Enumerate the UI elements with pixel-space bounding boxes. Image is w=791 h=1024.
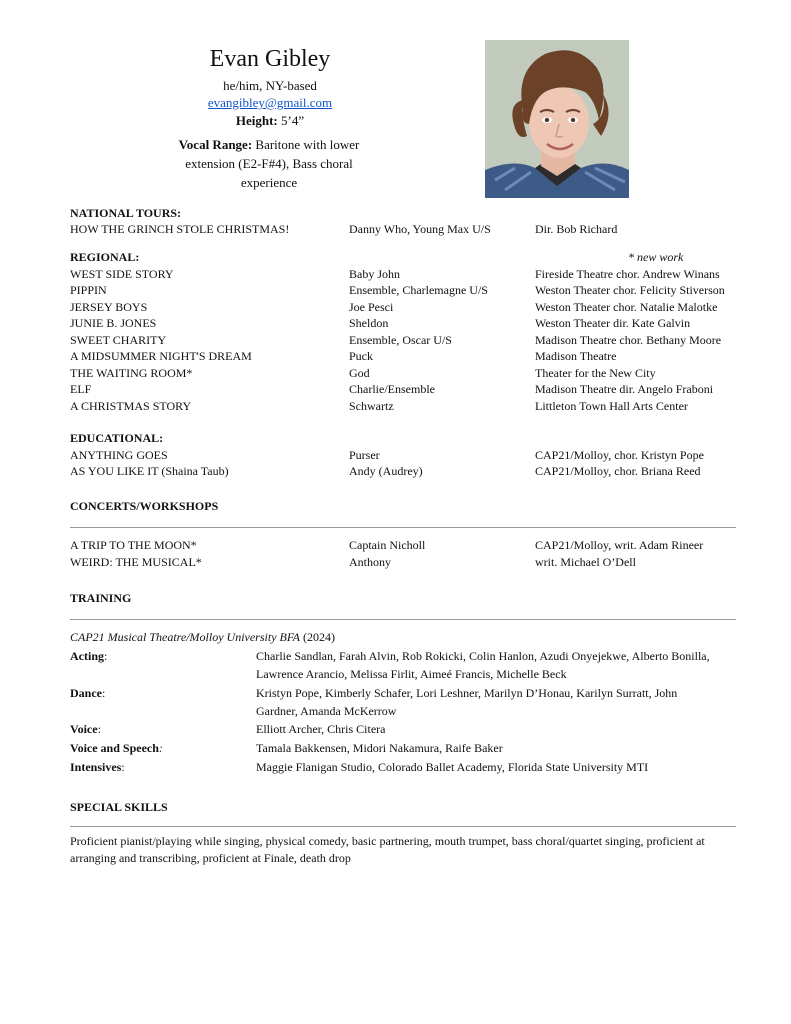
- email-link[interactable]: evangibley@gmail.com: [207, 95, 333, 110]
- credit-role: Andy (Audrey): [349, 464, 423, 478]
- credit-show: SWEET CHARITY: [70, 333, 167, 347]
- height-line: [120, 112, 420, 129]
- credit-row: [70, 332, 750, 348]
- credit-show: PIPPIN: [70, 283, 107, 297]
- training-teachers-acting: Charlie Sandlan, Farah Alvin, Rob Rokicki, Colin Hanlon, Azudi Onyejekwe, Alberto Bonilla, Lawrence Arancio, Melissa Firlit, Aimeé Francis, Michelle Beck: [256, 649, 710, 681]
- credit-role: Puck: [349, 349, 373, 363]
- credit-role: Sheldon: [349, 316, 389, 330]
- special-skills-text: Proficient pianist/playing while singing, physical comedy, basic partnering, mouth trumpet, bass choral/quartet singing, proficient at arranging and transcribing, proficient at Finale, death drop: [70, 834, 705, 865]
- credit-role: Charlie/Ensemble: [349, 382, 435, 396]
- credit-row: [70, 537, 750, 553]
- credit-venue: Weston Theater chor. Felicity Stiverson: [535, 283, 725, 297]
- credit-row: [70, 282, 750, 298]
- training-label-dance: Dance:: [70, 686, 106, 700]
- credit-row: [70, 315, 750, 331]
- vocal-range: [158, 135, 380, 192]
- credit-show: A CHRISTMAS STORY: [70, 399, 192, 413]
- training-label-voice-speech: Voice and Speech:: [70, 741, 163, 755]
- headshot-illustration: [485, 40, 629, 198]
- training-teachers-voice: Elliott Archer, Chris Citera: [256, 722, 386, 736]
- credit-venue: Fireside Theatre chor. Andrew Winans: [535, 267, 720, 281]
- credit-role: God: [349, 366, 370, 380]
- credit-show: A TRIP TO THE MOON*: [70, 538, 197, 552]
- training-label-intensives: Intensives:: [70, 760, 125, 774]
- height-value: 5’4”: [281, 113, 305, 128]
- section-training: TRAINING: [70, 591, 132, 605]
- credit-show: ELF: [70, 382, 92, 396]
- credit-show: AS YOU LIKE IT (Shaina Taub): [70, 464, 229, 478]
- training-teachers-dance: Kristyn Pope, Kimberly Schafer, Lori Leshner, Marilyn D’Honau, Karilyn Surratt, John Gardner, Amanda McKerrow: [256, 686, 678, 718]
- credit-row: [70, 299, 750, 315]
- section-divider: [70, 826, 736, 827]
- section-special-skills: SPECIAL SKILLS: [70, 800, 168, 814]
- pronouns-location: he/him, NY-based: [223, 78, 317, 93]
- credit-role: Ensemble, Charlemagne U/S: [349, 283, 488, 297]
- credit-show: ANYTHING GOES: [70, 448, 168, 462]
- credit-show: THE WAITING ROOM*: [70, 366, 193, 380]
- credit-row: [70, 447, 750, 463]
- credit-row: [70, 266, 750, 282]
- new-work-note: * new work: [628, 250, 684, 264]
- credit-venue: CAP21/Molloy, writ. Adam Rineer: [535, 538, 704, 552]
- credit-show: JUNIE B. JONES: [70, 316, 157, 330]
- headshot-photo: [485, 40, 629, 198]
- credit-role: Anthony: [349, 555, 391, 569]
- credit-role: Joe Pesci: [349, 300, 394, 314]
- training-school: [70, 629, 335, 645]
- email-line: [120, 94, 420, 111]
- vocal-range-label: Vocal Range:: [178, 137, 253, 152]
- training-teachers-voice-speech: Tamala Bakkensen, Midori Nakamura, Raife Baker: [256, 741, 503, 755]
- vocal-range-value: Baritone with lower extension (E2-F#4), Bass choral experience: [185, 137, 360, 190]
- credit-venue: Madison Theatre dir. Angelo Fraboni: [535, 382, 714, 396]
- credit-venue: Weston Theater dir. Kate Galvin: [535, 316, 691, 330]
- credit-show: HOW THE GRINCH STOLE CHRISTMAS!: [70, 222, 290, 236]
- credit-row: [70, 221, 750, 237]
- credit-role: Schwartz: [349, 399, 394, 413]
- credit-show: JERSEY BOYS: [70, 300, 148, 314]
- credit-show: A MIDSUMMER NIGHT'S DREAM: [70, 349, 252, 363]
- credit-role: Ensemble, Oscar U/S: [349, 333, 452, 347]
- school-year: (2024): [302, 630, 335, 644]
- section-regional: REGIONAL:: [70, 250, 140, 264]
- credit-venue: Theater for the New City: [535, 366, 656, 380]
- training-programs-intensives: Maggie Flanigan Studio, Colorado Ballet Academy, Florida State University MTI: [256, 760, 649, 774]
- credit-show: WEIRD: THE MUSICAL*: [70, 555, 202, 569]
- training-label-acting: Acting:: [70, 649, 108, 663]
- credit-row: [70, 554, 750, 570]
- credit-venue: Dir. Bob Richard: [535, 222, 618, 236]
- section-divider: [70, 527, 736, 528]
- credit-row: [70, 463, 750, 479]
- section-divider: [70, 619, 736, 620]
- credit-venue: Weston Theater chor. Natalie Malotke: [535, 300, 718, 314]
- credit-row: [70, 398, 750, 414]
- section-educational: EDUCATIONAL:: [70, 431, 164, 445]
- credit-row: [70, 381, 750, 397]
- credit-venue: CAP21/Molloy, chor. Kristyn Pope: [535, 448, 704, 462]
- credit-role: Purser: [349, 448, 380, 462]
- credit-venue: CAP21/Molloy, chor. Briana Reed: [535, 464, 701, 478]
- credit-venue: Littleton Town Hall Arts Center: [535, 399, 688, 413]
- training-label-voice: Voice:: [70, 722, 101, 736]
- credit-role: Danny Who, Young Max U/S: [349, 222, 491, 236]
- section-national-tours: NATIONAL TOURS:: [70, 206, 182, 220]
- credit-row: [70, 348, 750, 364]
- credit-row: [70, 365, 750, 381]
- credit-role: Baby John: [349, 267, 400, 281]
- credit-show: WEST SIDE STORY: [70, 267, 174, 281]
- credit-role: Captain Nicholl: [349, 538, 426, 552]
- credit-venue: writ. Michael O’Dell: [535, 555, 636, 569]
- credit-venue: Madison Theatre chor. Bethany Moore: [535, 333, 722, 347]
- school-name: CAP21 Musical Theatre/Molloy University BFA: [70, 630, 300, 644]
- section-concerts-workshops: CONCERTS/WORKSHOPS: [70, 499, 219, 513]
- actor-name: Evan Gibley: [209, 46, 331, 72]
- credit-venue: Madison Theatre: [535, 349, 617, 363]
- height-label: Height:: [235, 113, 278, 128]
